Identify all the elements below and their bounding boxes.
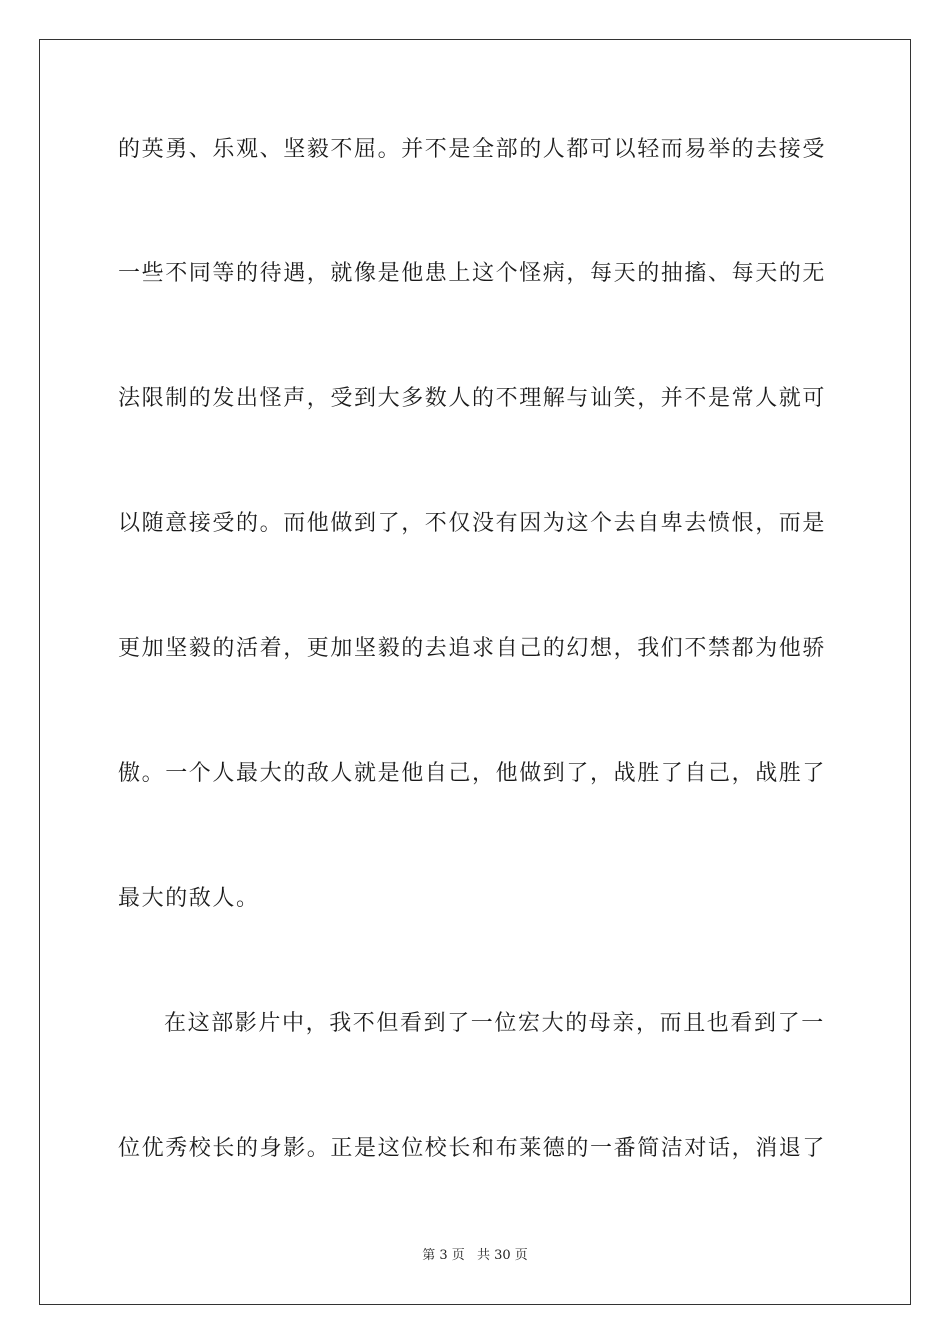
text-line: 最大的敌人。 (118, 886, 260, 911)
page-number-total: 共 30 页 (476, 1248, 528, 1263)
text-line: 一些不同等的待遇，就像是他患上这个怪病，每天的抽搐、每天的无 (118, 261, 827, 286)
page-number-current: 第 3 页 (422, 1248, 465, 1263)
text-line: 以随意接受的。而他做到了，不仅没有因为这个去自卑去愤恨，而是 (118, 511, 827, 536)
text-line: 法限制的发出怪声，受到大多数人的不理解与讪笑，并不是常人就可 (118, 386, 827, 411)
text-line: 的英勇、乐观、坚毅不屈。并不是全部的人都可以轻而易举的去接受 (118, 137, 827, 162)
page-border (39, 39, 911, 1305)
text-line: 位优秀校长的身影。正是这位校长和布莱德的一番简洁对话，消退了 (118, 1136, 827, 1161)
text-line: 更加坚毅的活着，更加坚毅的去追求自己的幻想，我们不禁都为他骄 (118, 636, 827, 661)
page-footer (0, 1247, 950, 1265)
text-line: 傲。一个人最大的敌人就是他自己，他做到了，战胜了自己，战胜了 (118, 761, 827, 786)
text-line-paragraph-start: 在这部影片中，我不但看到了一位宏大的母亲，而且也看到了一 (164, 1011, 825, 1036)
